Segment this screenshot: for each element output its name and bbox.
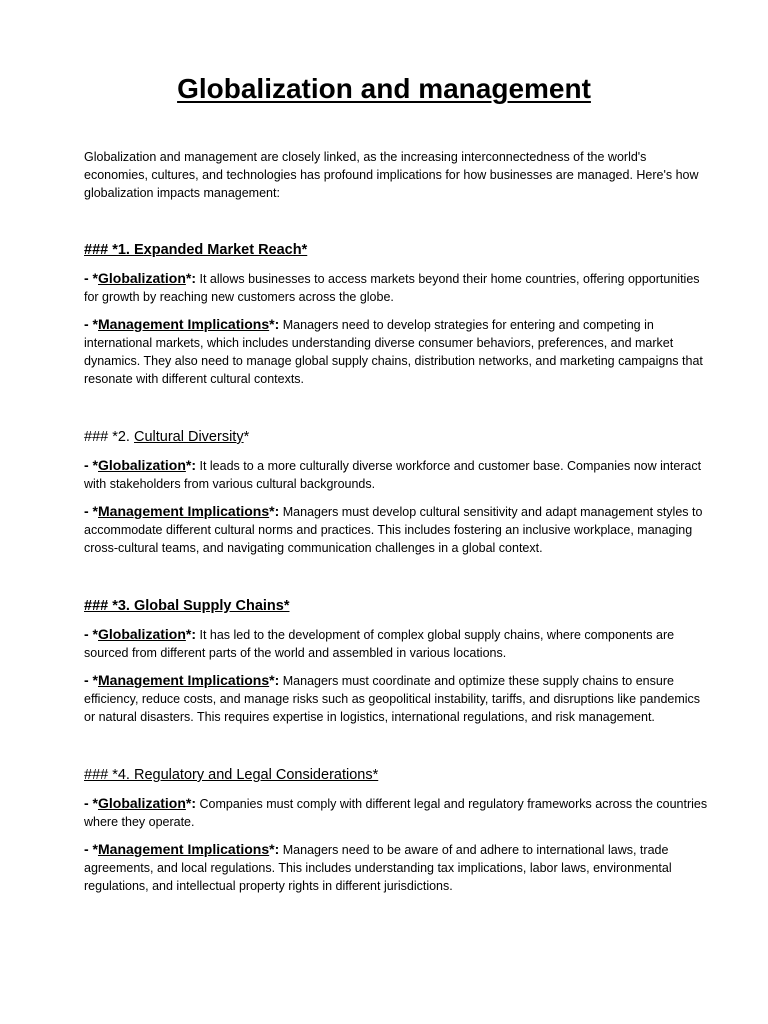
section-global-supply-chains — [84, 596, 710, 726]
point-text: It has led to the development of complex global supply chains, where components are sourced from different parts of the world and assembled in various locations. — [84, 628, 675, 660]
point-management-implications — [84, 315, 710, 388]
point-text: It allows businesses to access markets beyond their home countries, offering opportunities for growth by reaching new customers across the globe. — [84, 272, 700, 304]
point-lead — [84, 841, 279, 857]
intro-paragraph: Globalization and management are closely linked, as the increasing interconnectedness of the world's economies, cultures, and technologies has profound implications for how businesses are managed. Here's how globalization impacts management: — [84, 150, 699, 200]
section-heading-prefix: ### *2. — [84, 429, 134, 445]
point-lead — [84, 457, 196, 473]
point-management-implications — [84, 502, 710, 557]
lead-dash: - * — [84, 316, 98, 332]
point-globalization — [84, 456, 710, 493]
section-heading-term: Cultural Diversity — [134, 429, 244, 445]
section-regulatory-legal — [84, 765, 710, 895]
point-text: Managers need to develop strategies for entering and competing in international markets, which includes understanding diverse consumer behaviors, preferences, and market dynamics. They also need to manage global supply chains, distribution networks, and marketing campaigns that resonate with different cultural contexts. — [84, 318, 703, 386]
point-text: Managers must coordinate and optimize these supply chains to ensure efficiency, reduce costs, and manage risks such as geopolitical instability, tariffs, and disruptions like pandemics or natural disasters. This requires expertise in logistics, international regulations, and risk management. — [84, 674, 701, 724]
point-term: Globalization — [98, 626, 186, 642]
point-term: Management Implications — [98, 672, 270, 688]
section-heading-text: ### *3. Global Supply Chains* — [84, 598, 290, 614]
point-term: Globalization — [98, 795, 186, 811]
point-lead — [84, 672, 279, 688]
lead-dash: - * — [84, 672, 98, 688]
lead-close: *: — [269, 316, 280, 332]
point-globalization — [84, 269, 710, 306]
point-lead — [84, 316, 279, 332]
point-globalization — [84, 625, 710, 662]
point-text: Managers need to be aware of and adhere to international laws, trade agreements, and local regulations. This includes understanding tax implications, labor laws, environmental regulations, and intellectual property rights in different jurisdictions. — [84, 843, 672, 893]
section-expanded-market-reach — [84, 240, 710, 388]
section-heading — [84, 427, 710, 447]
point-lead — [84, 626, 196, 642]
point-lead — [84, 503, 279, 519]
point-lead — [84, 795, 196, 811]
section-heading — [84, 240, 710, 260]
lead-dash: - * — [84, 841, 98, 857]
lead-close: *: — [185, 626, 197, 642]
point-term: Management Implications — [98, 503, 270, 519]
lead-close: *: — [269, 672, 280, 688]
lead-close: *: — [269, 503, 280, 519]
point-text: Companies must comply with different legal and regulatory frameworks across the countries where they operate. — [84, 797, 708, 829]
section-heading-text: ### *1. Expanded Market Reach* — [84, 242, 308, 258]
point-term: Globalization — [98, 457, 186, 473]
section-heading — [84, 596, 710, 616]
lead-dash: - * — [84, 503, 98, 519]
point-text: Managers must develop cultural sensitivity and adapt management styles to accommodate different cultural norms and practices. This includes fostering an inclusive workplace, managing cross-cultural teams, and navigating communication challenges in a global context. — [84, 505, 703, 555]
section-heading-text: ### *4. Regulatory and Legal Considerations* — [84, 767, 379, 783]
lead-dash: - * — [84, 270, 98, 286]
lead-close: *: — [185, 270, 197, 286]
section-heading — [84, 765, 710, 785]
section-heading-suffix: * — [243, 429, 250, 445]
lead-dash: - * — [84, 626, 98, 642]
section-cultural-diversity — [84, 427, 710, 557]
point-text: It leads to a more culturally diverse workforce and customer base. Companies now interact with stakeholders from various cultural backgrounds. — [84, 459, 702, 491]
point-management-implications — [84, 671, 710, 726]
document-body — [84, 148, 710, 934]
point-management-implications — [84, 840, 710, 895]
page-title: Globalization and management — [177, 73, 591, 104]
point-term: Globalization — [98, 270, 186, 286]
lead-dash: - * — [84, 795, 98, 811]
lead-close: *: — [185, 457, 197, 473]
lead-close: *: — [185, 795, 197, 811]
lead-dash: - * — [84, 457, 98, 473]
point-term: Management Implications — [98, 316, 270, 332]
point-term: Management Implications — [98, 841, 270, 857]
lead-close: *: — [269, 841, 280, 857]
point-globalization — [84, 794, 710, 831]
point-lead — [84, 270, 196, 286]
